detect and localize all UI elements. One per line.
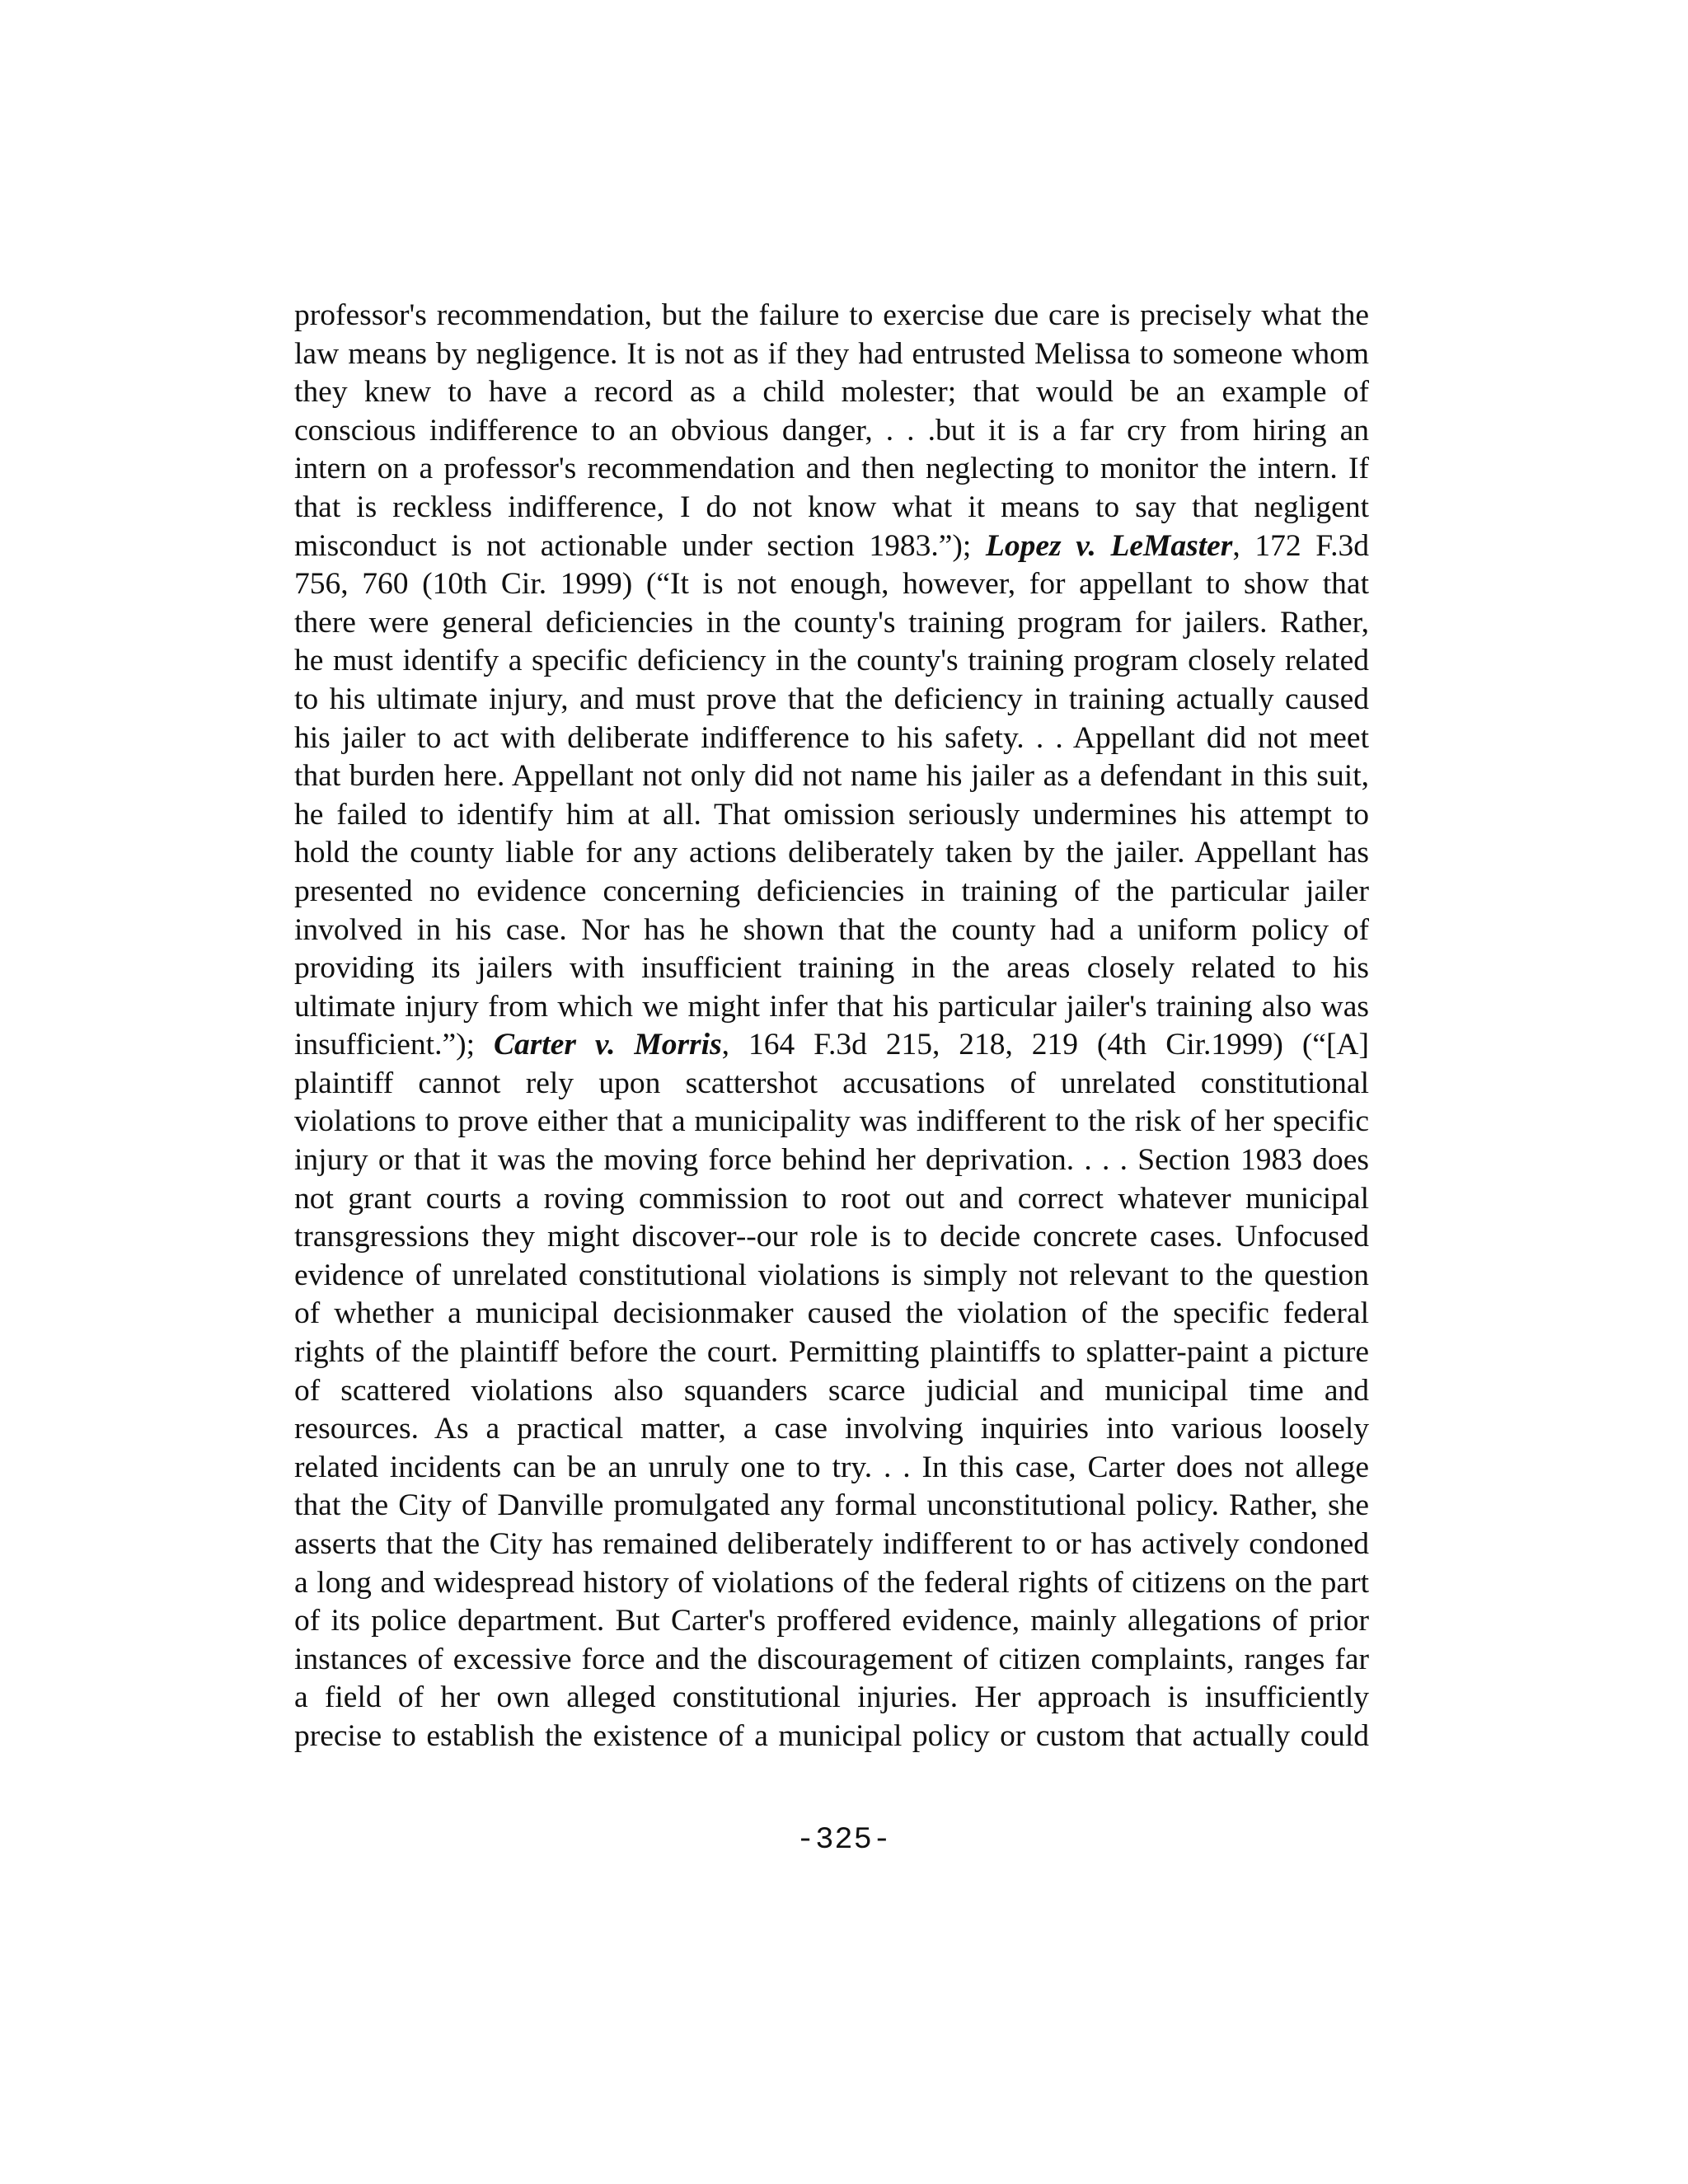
page-number: -325- <box>795 1823 893 1858</box>
text-line <box>294 1410 1369 1449</box>
text-segment: that burden here. Appellant not only did not name his jailer as a defendant in this suit, <box>294 759 1369 794</box>
text-segment: law means by negligence. It is not as if they had entrusted Melissa to someone whom <box>294 336 1369 371</box>
text-segment: violations to prove either that a municipality was indifferent to the risk of her specific <box>294 1104 1369 1139</box>
text-line <box>294 1141 1369 1180</box>
text-segment: there were general deficiencies in the county's training program for jailers. Rather, <box>294 605 1369 640</box>
text-line <box>294 834 1369 873</box>
text-line <box>294 757 1369 796</box>
text-segment: asserts that the City has remained deliberately indifferent to or has actively condoned <box>294 1527 1369 1561</box>
text-segment: insufficient.”); <box>294 1028 494 1062</box>
text-segment: of scattered violations also squanders scarce judicial and municipal time and <box>294 1373 1369 1408</box>
text-line <box>294 1103 1369 1141</box>
text-line <box>294 1641 1369 1680</box>
text-line <box>294 1257 1369 1296</box>
text-line <box>294 373 1369 412</box>
text-segment: that is reckless indifference, I do not know what it means to say that negligent <box>294 490 1369 524</box>
case-citation: Lopez v. LeMaster <box>985 528 1233 563</box>
text-segment: , 172 F.3d <box>1232 528 1369 563</box>
text-segment: not grant courts a roving commission to root out and correct whatever municipal <box>294 1181 1369 1216</box>
text-segment: professor's recommendation, but the failure to exercise due care is precisely what the <box>294 298 1369 332</box>
text-segment: he failed to identify him at all. That omission seriously undermines his attempt to <box>294 797 1369 832</box>
text-segment: instances of excessive force and the discouragement of citizen complaints, ranges far <box>294 1642 1369 1676</box>
text-line <box>294 335 1369 374</box>
text-segment: injury or that it was the moving force behind her deprivation. . . . Section 1983 does <box>294 1143 1369 1178</box>
text-line <box>294 1218 1369 1257</box>
text-segment: they knew to have a record as a child molester; that would be an example of <box>294 375 1369 410</box>
text-line <box>294 949 1369 988</box>
text-line <box>294 1372 1369 1411</box>
text-line <box>294 1449 1369 1488</box>
text-segment: ultimate injury from which we might infer that his particular jailer's training also was <box>294 989 1369 1024</box>
text-line <box>294 1295 1369 1333</box>
text-line <box>294 1180 1369 1219</box>
text-line <box>294 450 1369 489</box>
text-line <box>294 988 1369 1027</box>
text-segment: hold the county liable for any actions deliberately taken by the jailer. Appellant has <box>294 836 1369 870</box>
text-segment: , 164 F.3d 215, 218, 219 (4th Cir.1999) (“[A] <box>721 1028 1370 1062</box>
text-segment: his jailer to act with deliberate indifference to his safety. . . Appellant did not meet <box>294 720 1369 755</box>
text-segment: presented no evidence concerning deficiencies in training of the particular jailer <box>294 874 1369 908</box>
text-segment: misconduct is not actionable under section 1983.”); <box>294 528 986 563</box>
text-line <box>294 1602 1369 1641</box>
text-segment: a field of her own alleged constitutional injuries. Her approach is insufficiently <box>294 1680 1369 1715</box>
text-line <box>294 873 1369 912</box>
text-segment: a long and widespread history of violations of the federal rights of citizens on the part <box>294 1565 1369 1600</box>
text-segment: resources. As a practical matter, a case involving inquiries into various loosely <box>294 1412 1369 1446</box>
text-line <box>294 297 1369 335</box>
text-segment: conscious indifference to an obvious danger, . . .but it is a far cry from hiring an <box>294 413 1369 448</box>
text-line <box>294 1679 1369 1718</box>
text-segment: precise to establish the existence of a municipal policy or custom that actually could <box>294 1718 1369 1753</box>
text-line <box>294 642 1369 681</box>
text-line <box>294 489 1369 527</box>
text-line <box>294 1487 1369 1526</box>
text-segment: to his ultimate injury, and must prove that the deficiency in training actually caused <box>294 682 1369 716</box>
text-segment: he must identify a specific deficiency in the county's training program closely related <box>294 644 1369 678</box>
text-line <box>294 1718 1369 1756</box>
text-line <box>294 719 1369 758</box>
text-line <box>294 1526 1369 1564</box>
text-line <box>294 527 1369 566</box>
text-segment: evidence of unrelated constitutional violations is simply not relevant to the question <box>294 1258 1369 1292</box>
text-line <box>294 1065 1369 1104</box>
text-segment: plaintiff cannot rely upon scattershot accusations of unrelated constitutional <box>294 1066 1369 1100</box>
text-segment: rights of the plaintiff before the court. Permitting plaintiffs to splatter-paint a picture <box>294 1335 1369 1370</box>
text-line <box>294 1026 1369 1065</box>
text-segment: transgressions they might discover--our role is to decide concrete cases. Unfocused <box>294 1220 1369 1254</box>
text-line <box>294 604 1369 643</box>
text-segment: that the City of Danville promulgated any formal unconstitutional policy. Rather, she <box>294 1488 1369 1523</box>
text-line <box>294 796 1369 835</box>
text-segment: involved in his case. Nor has he shown that the county had a uniform policy of <box>294 912 1369 947</box>
text-line <box>294 681 1369 719</box>
text-line <box>294 565 1369 604</box>
text-segment: intern on a professor's recommendation and then neglecting to monitor the intern. If <box>294 452 1369 486</box>
body-text <box>294 297 1369 1756</box>
text-segment: of its police department. But Carter's proffered evidence, mainly allegations of prior <box>294 1604 1369 1638</box>
text-line <box>294 412 1369 451</box>
text-segment: 756, 760 (10th Cir. 1999) (“It is not enough, however, for appellant to show that <box>294 567 1369 602</box>
text-line <box>294 1564 1369 1603</box>
text-segment: related incidents can be an unruly one to try. . . In this case, Carter does not allege <box>294 1450 1369 1484</box>
text-line <box>294 1333 1369 1372</box>
text-segment: providing its jailers with insufficient training in the areas closely related to his <box>294 951 1369 986</box>
text-line <box>294 912 1369 950</box>
case-citation: Carter v. Morris <box>493 1028 722 1062</box>
text-segment: of whether a municipal decisionmaker caused the violation of the specific federal <box>294 1296 1369 1331</box>
